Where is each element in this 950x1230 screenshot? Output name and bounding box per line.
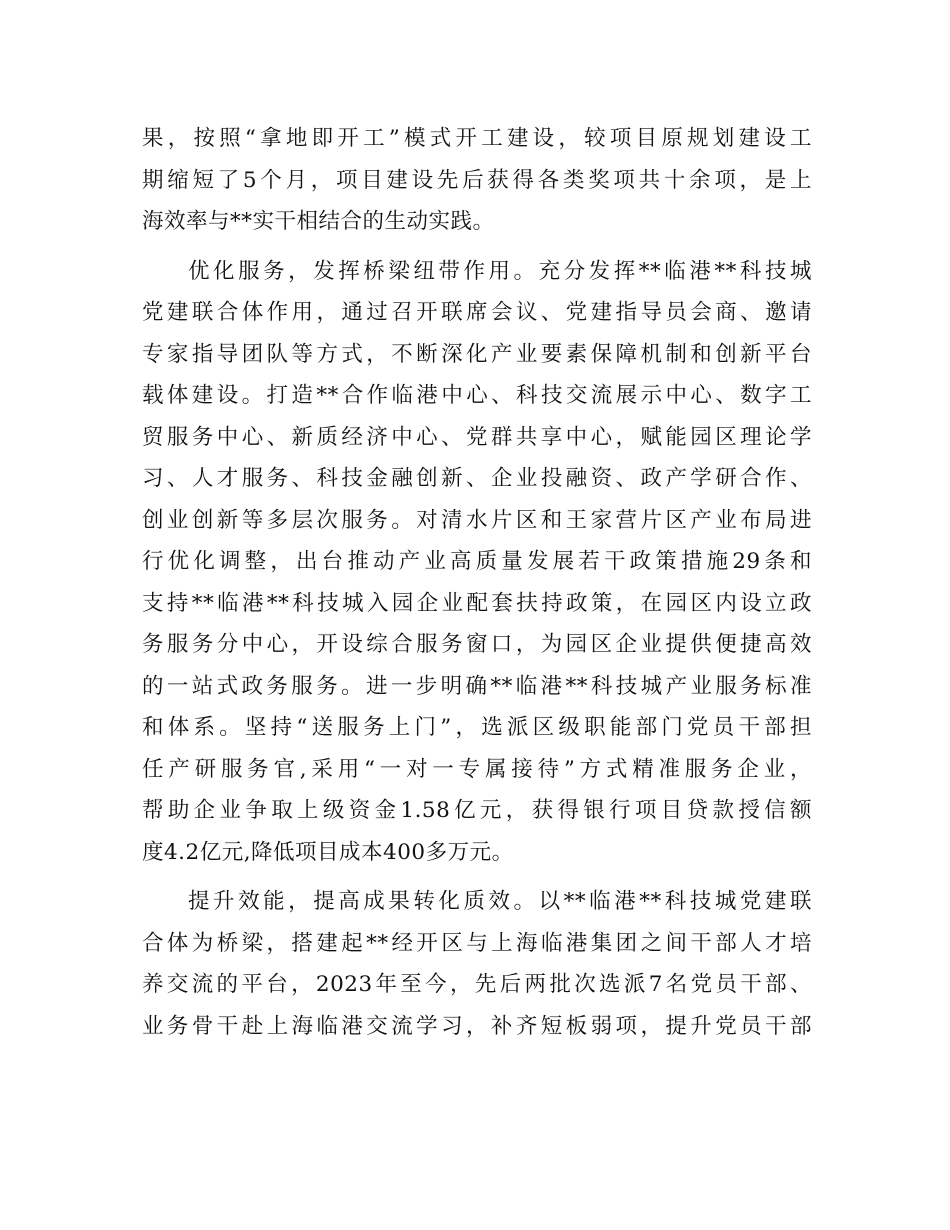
paragraph-line: 习、人才服务、科技金融创新、企业投融资、政产学研合作、 xyxy=(142,466,812,491)
paragraph-line: 贸服务中心、新质经济中心、党群共享中心，赋能园区理论学 xyxy=(142,424,812,450)
paragraph-line: 海效率与**实干相结合的生动实践。 xyxy=(142,209,495,234)
paragraph-line: 提升效能，提高成果转化质效。以**临港**科技城党建联 xyxy=(188,889,812,914)
paragraph-gap xyxy=(142,243,812,251)
paragraph-line: 行优化调整，出台推动产业高质量发展若干政策措施29条和 xyxy=(142,549,812,574)
paragraph-line: 务服务分中心，开设综合服务窗口，为园区企业提供便捷高效 xyxy=(142,632,812,657)
paragraph-line: 任产研服务官,采用“一对一专属接待”方式精准服务企业， xyxy=(142,756,812,782)
paragraph-line: 党建联合体作用，通过召开联席会议、党建指导员会商、邀请 xyxy=(142,300,812,325)
paragraph-line: 养交流的平台，2023年至今，先后两批次选派7名党员干部、 xyxy=(142,972,812,997)
paragraph-line: 支持**临港**科技城入园企业配套扶持政策，在园区内设立政 xyxy=(142,590,812,616)
paragraph-line: 合体为桥梁，搭建起**经开区与上海临港集团之间干部人才培 xyxy=(142,930,812,956)
paragraph-line: 度4.2亿元,降低项目成本400多万元。 xyxy=(142,839,514,865)
paragraph-line: 期缩短了5个月，项目建设先后获得各类奖项共十余项，是上 xyxy=(142,167,812,193)
paragraph-line: 载体建设。打造**合作临港中心、科技交流展示中心、数字工 xyxy=(142,383,812,408)
paragraph-1 xyxy=(142,118,812,243)
paragraph-line: 优化服务，发挥桥梁纽带作用。充分发挥**临港**科技城 xyxy=(188,258,812,284)
paragraph-3 xyxy=(142,881,812,1047)
document-body xyxy=(142,118,812,1047)
paragraph-line: 业务骨干赴上海临港交流学习，补齐短板弱项，提升党员干部 xyxy=(142,1013,812,1039)
paragraph-line: 果，按照“拿地即开工”模式开工建设，较项目原规划建设工 xyxy=(142,126,812,151)
paragraph-line: 和体系。坚持“送服务上门”，选派区级职能部门党员干部担 xyxy=(142,715,812,740)
paragraph-line: 的一站式政务服务。进一步明确**临港**科技城产业服务标准 xyxy=(142,673,812,699)
paragraph-line: 专家指导团队等方式，不断深化产业要素保障机制和创新平台 xyxy=(142,341,812,367)
paragraph-2 xyxy=(142,251,812,874)
paragraph-line: 帮助企业争取上级资金1.58亿元，获得银行项目贷款授信额 xyxy=(142,798,812,823)
paragraph-line: 创业创新等多层次服务。对清水片区和王家营片区产业布局进 xyxy=(142,507,812,533)
paragraph-gap xyxy=(142,873,812,881)
